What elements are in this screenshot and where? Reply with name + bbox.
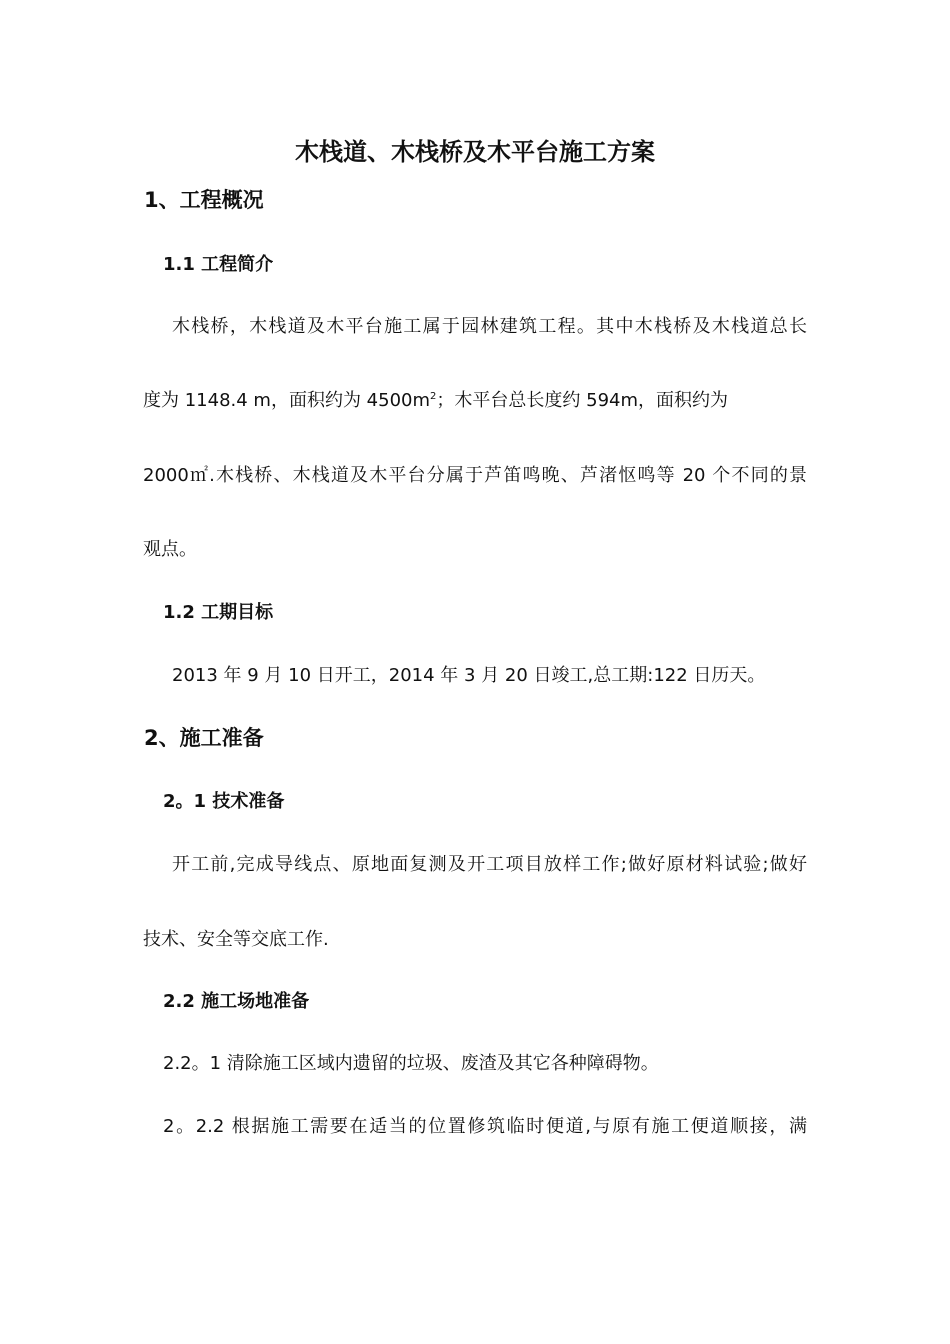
section-1-1-line-4: 观点。 xyxy=(143,539,197,560)
section-1-1-heading: 1.1 工程简介 xyxy=(163,254,274,275)
section-1-2-line-1: 2013 年 9 月 10 日开工，2014 年 3 月 20 日竣工,总工期:122 日历天。 xyxy=(172,665,766,686)
section-1-1-line-2-rest: ；木平台总长度约 594m，面积约为 xyxy=(436,390,729,411)
section-1-2-heading: 1.2 工期目标 xyxy=(163,602,274,623)
section-1-1-line-1: 木栈桥，木栈道及木平台施工属于园林建筑工程。其中木栈桥及木栈道总长 xyxy=(172,316,807,337)
section-2-1-line-1: 开工前,完成导线点、原地面复测及开工项目放样工作;做好原材料试验;做好 xyxy=(172,854,807,875)
document-title: 木栈道、木栈桥及木平台施工方案 xyxy=(295,138,655,166)
section-1-1-line-3: 2000㎡.木栈桥、木栈道及木平台分属于芦笛鸣晚、芦渚怄鸣等 20 个不同的景 xyxy=(143,465,807,486)
superscript-2: 2 xyxy=(430,391,437,402)
section-1-1-line-2 xyxy=(143,386,728,416)
section-2-2-item-2: 2。2.2 根据施工需要在适当的位置修筑临时便道,与原有施工便道顺接，满 xyxy=(163,1116,807,1137)
section-2-1-heading: 2。1 技术准备 xyxy=(163,791,285,812)
section-2-2-heading: 2.2 施工场地准备 xyxy=(163,991,310,1012)
section-2-2-item-1: 2.2。1 清除施工区域内遗留的垃圾、废渣及其它各种障碍物。 xyxy=(163,1053,659,1074)
section-1-heading: 1、工程概况 xyxy=(144,188,264,212)
section-1-1-line-2-text: 度为 1148.4 m，面积约为 4500m xyxy=(143,390,431,411)
section-2-1-line-2: 技术、安全等交底工作. xyxy=(143,929,329,950)
section-2-heading: 2、施工准备 xyxy=(144,726,264,750)
